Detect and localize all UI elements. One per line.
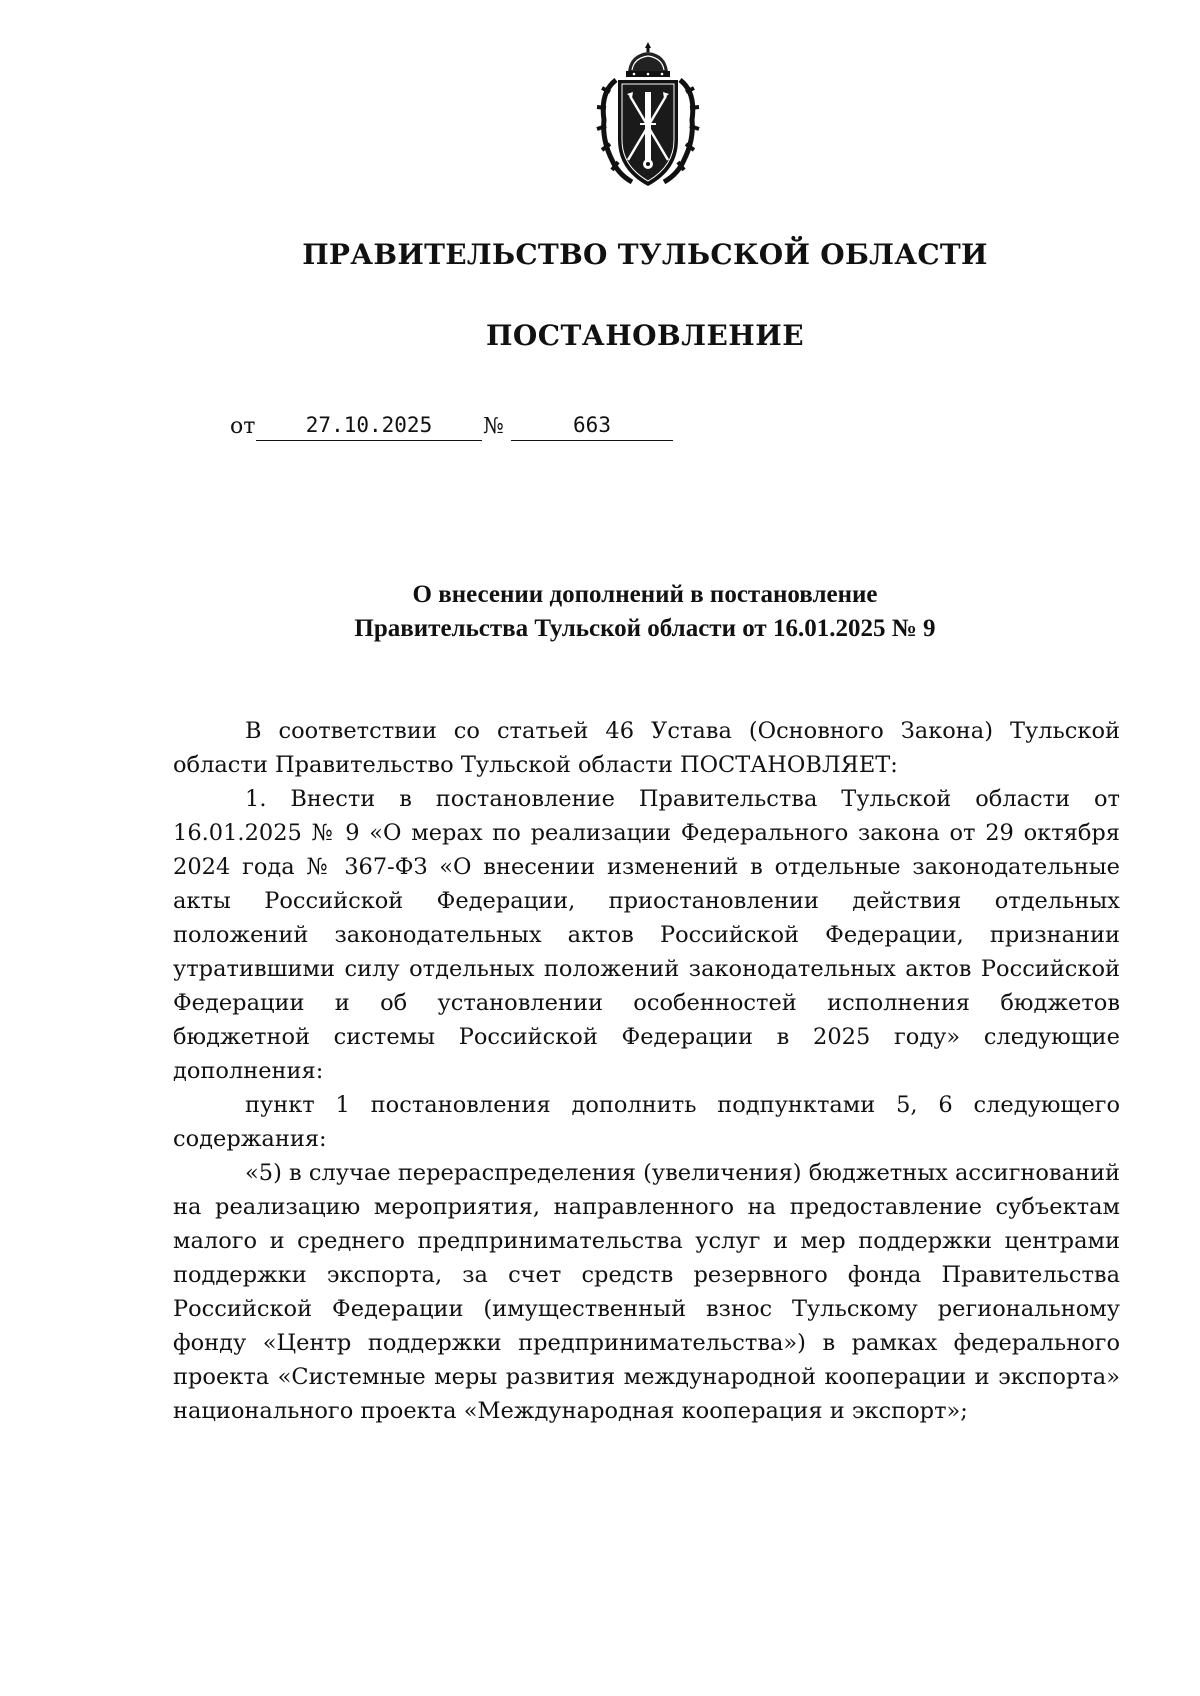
number-label: №: [483, 414, 504, 439]
document-number: 663: [511, 410, 673, 441]
date-label: от: [230, 414, 256, 439]
document-date: 27.10.2025: [256, 410, 482, 441]
coat-of-arms-emblem: [594, 40, 702, 190]
paragraph-amendment-intro: пункт 1 постановления дополнить подпунктами 5, 6 следующего содержания:: [173, 1092, 1120, 1152]
paragraph-subitem-5: «5) в случае перераспределения (увеличения) бюджетных ассигнований на реализацию мероприятия, направленного на предоставление субъектам малого и среднего предпринимательства услуг и мер поддержки центрами поддержки экспорта, за счет средств резервного фонда Правительства Российской Федерации (имущественный взнос Тульскому региональному фонду «Центр поддержки предпринимательства») в рамках федерального проекта «Системные меры развития международной кооперации и экспорта» национального проекта «Международная кооперация и экспорт»;: [173, 1160, 1120, 1424]
document-type: ПОСТАНОВЛЕНИЕ: [485, 319, 805, 352]
government-title: ПРАВИТЕЛЬСТВО ТУЛЬСКОЙ ОБЛАСТИ: [302, 238, 988, 271]
document-body: [173, 714, 1120, 1428]
paragraph-item-1: 1. Внести в постановление Правительства Тульской области от 16.01.2025 № 9 «О мерах по реализации Федерального закона от 29 октября 2024 года № 367-ФЗ «О внесении изменений в отдельные законодательные акты Российской Федерации, приостановлении действия отдельных положений законодательных актов Российской Федерации, признании утратившими силу отдельных положений законодательных актов Российской Федерации и об установлении особенностей исполнения бюджетов бюджетной системы Российской Федерации в 2025 году» следующие дополнения:: [173, 786, 1120, 1084]
document-subject: [160, 578, 1130, 646]
subject-line-2: Правительства Тульской области от 16.01.2025 № 9: [354, 615, 936, 642]
subject-line-1: О внесении дополнений в постановление: [412, 581, 878, 608]
paragraph-preamble: В соответствии со статьей 46 Устава (Основного Закона) Тульской области Правительство Тульской области ПОСТАНОВЛЯЕТ:: [173, 718, 1120, 778]
